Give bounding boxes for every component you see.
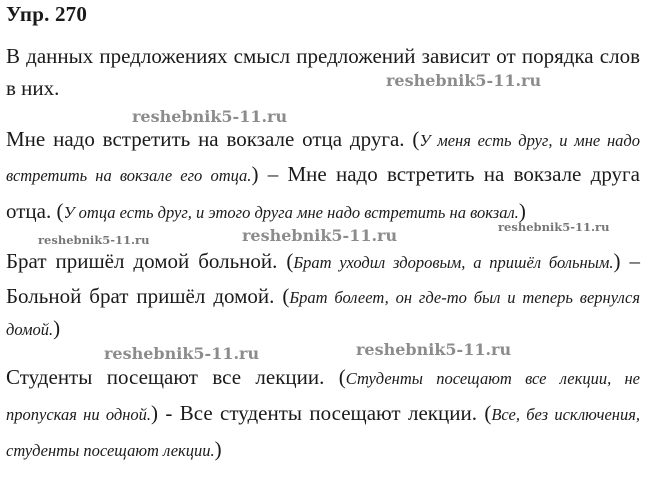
explanation-text: пропуская ни одной. [6,405,152,424]
paragraph-2-line-1 [6,127,640,153]
closing-paren: ) [53,316,61,340]
paragraph-4-line-1 [6,365,640,391]
explanation-text: домой. [6,320,54,339]
watermark: reshebnik5-11.ru [498,220,610,234]
explanation-text: Все, без исключения, [491,405,640,424]
paragraph-3-line-1 [6,249,640,275]
watermark: reshebnik5-11.ru [386,71,542,90]
watermark: reshebnik5-11.ru [104,344,260,363]
sentence-text: Брат пришёл домой больной. ( [6,249,294,273]
watermark: reshebnik5-11.ru [132,107,288,126]
watermark: reshebnik5-11.ru [242,226,398,245]
paragraph-4-line-2 [6,401,640,427]
sentence-text: ) – Мне надо встретить на вокзале друга [251,162,640,186]
paragraph-3-line-2 [6,284,640,310]
watermark: reshebnik5-11.ru [356,340,512,359]
closing-paren: ) [214,437,222,461]
sentence-text: Студенты посещают все лекции. ( [6,365,346,389]
paragraph-2-line-3 [6,199,526,225]
paragraph-1-line-2: в них. [6,76,60,100]
explanation-text: У меня есть друг, и мне надо [419,131,640,150]
explanation-text: встретить на вокзале его отца. [6,166,252,185]
closing-paren: ) [518,199,526,223]
paragraph-3-line-3 [6,316,60,342]
watermark: reshebnik5-11.ru [38,233,150,247]
sentence-text: ) - Все студенты посещают лекции. ( [151,401,492,425]
explanation-text: Брат болеет, он где-то был и теперь вернулся [289,288,640,307]
explanation-text: студенты посещают лекции. [6,441,215,460]
paragraph-4-line-3 [6,437,222,463]
exercise-title: Упр. 270 [6,2,88,26]
explanation-text: У отца есть друг, и этого друга мне надо встретить на вокзал. [63,203,519,222]
paragraph-1-line-1: В данных предложениях смысл предложений зависит от порядка слов [6,44,640,68]
paragraph-2-line-2 [6,162,640,188]
sentence-text: Мне надо встретить на вокзале отца друга. ( [6,127,420,151]
sentence-text: Больной брат пришёл домой. ( [6,284,290,308]
sentence-text: ) – [613,249,640,273]
sentence-text: отца. ( [6,199,64,223]
explanation-text: Брат уходил здоровым, а пришёл больным. [293,253,614,272]
explanation-text: Студенты посещают все лекции, не [345,369,640,388]
